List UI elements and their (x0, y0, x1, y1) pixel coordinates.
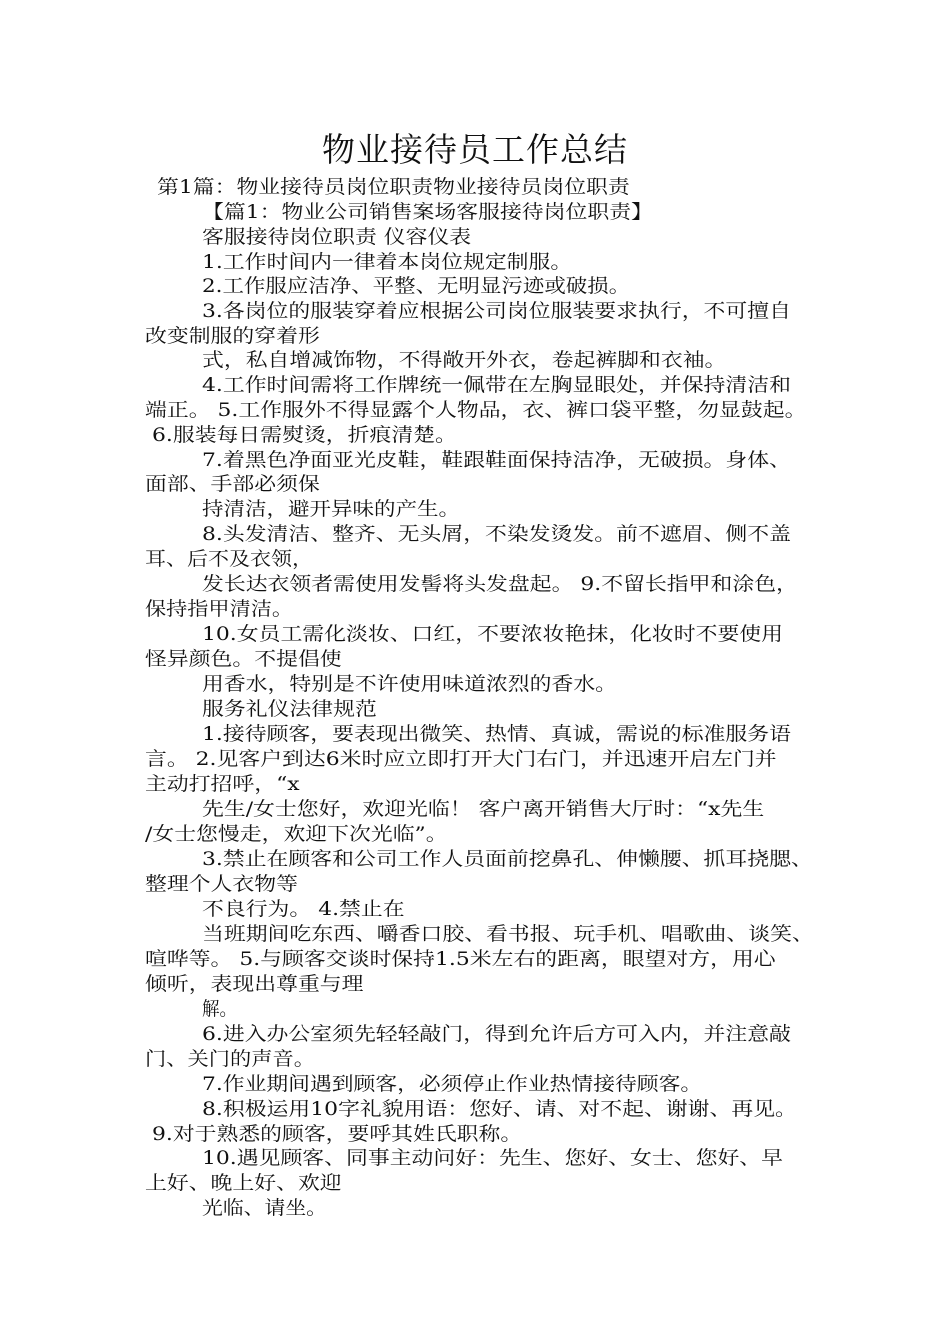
text-line: 【篇1：物业公司销售案场客服接待岗位职责】 (202, 201, 653, 223)
text-line: 主动打招呼，“x (145, 773, 300, 795)
text-line: 1.接待顾客，要表现出微笑、热情、真诚，需说的标准服务语 (202, 723, 791, 745)
text-line: 10.遇见顾客、同事主动问好：先生、您好、女士、您好、早 (202, 1147, 784, 1169)
text-line: 1.工作时间内一律着本岗位规定制服。 (202, 251, 573, 273)
text-line: 解。 (202, 998, 238, 1020)
text-line: 端正。 5.工作服外不得显露个人物品，衣、裤口袋平整，勿显鼓起。 (145, 399, 807, 421)
text-line: 式，私自增减饰物，不得敞开外衣，卷起裤脚和衣袖。 (202, 349, 727, 371)
text-line: 面部、手部必须保 (145, 473, 320, 495)
text-line: 6.进入办公室须先轻轻敲门，得到允许后方可入内，并注意敲 (202, 1023, 791, 1045)
text-line: 4.工作时间需将工作牌统一佩带在左胸显眼处，并保持清洁和 (202, 374, 791, 396)
text-line: 10.女员工需化淡妆、口红，不要浓妆艳抹，化妆时不要使用 (202, 623, 784, 645)
text-line: 3.禁止在顾客和公司工作人员面前挖鼻孔、伸懒腰、抓耳挠腮、 (202, 848, 813, 870)
text-line: 上好、晚上好、欢迎 (145, 1172, 342, 1194)
text-line: 先生/女士您好，欢迎光临！ 客户离开销售大厅时：“x先生 (202, 798, 765, 820)
text-line: 保持指甲清洁。 (145, 598, 294, 620)
text-line: 2.工作服应洁净、平整、无明显污迹或破损。 (202, 275, 631, 297)
text-line: 用香水，特别是不许使用味道浓烈的香水。 (202, 673, 618, 695)
text-line: 耳、后不及衣领， (145, 548, 314, 570)
text-line: 6.服装每日需熨烫，折痕清楚。 (152, 424, 457, 446)
text-line: 当班期间吃东西、嚼香口胶、看书报、玩手机、唱歌曲、谈笑、 (202, 923, 814, 945)
text-line: 服务礼仪法律规范 (202, 698, 377, 720)
text-line: 7.作业期间遇到顾客，必须停止作业热情接待顾客。 (202, 1073, 703, 1095)
text-line: 9.对于熟悉的顾客，要呼其姓氏职称。 (152, 1123, 523, 1145)
document-title: 物业接待员工作总结 (322, 130, 628, 169)
text-line: 持清洁，避开异味的产生。 (202, 498, 461, 520)
text-line: 怪异颜色。不提倡使 (145, 648, 342, 670)
text-line: 8.头发清洁、整齐、无头屑，不染发烫发。前不遮眉、侧不盖 (202, 523, 791, 545)
text-line: 第1篇：物业接待员岗位职责物业接待员岗位职责 (157, 176, 630, 198)
text-line: 7.着黑色净面亚光皮鞋，鞋跟鞋面保持洁净，无破损。身体、 (202, 449, 791, 471)
text-line: 8.积极运用10字礼貌用语：您好、请、对不起、谢谢、再见。 (202, 1098, 797, 1120)
text-line: 整理个人衣物等 (145, 873, 298, 895)
text-line: 发长达衣领者需使用发髻将头发盘起。 9.不留长指甲和涂色， (202, 573, 798, 595)
text-line: 倾听，表现出尊重与理 (145, 973, 364, 995)
text-line: 门、关门的声音。 (145, 1048, 316, 1070)
text-line: 改变制服的穿着形 (145, 325, 320, 347)
text-line: 不良行为。 4.禁止在 (202, 898, 405, 920)
text-line: 3.各岗位的服装穿着应根据公司岗位服装要求执行，不可擅自 (202, 300, 791, 322)
text-line: 客服接待岗位职责 仪容仪表 (202, 226, 472, 248)
text-line: 言。 2.见客户到达6米时应立即打开大门右门，并迅速开启左门并 (145, 748, 777, 770)
text-line: 喧哗等。 5.与顾客交谈时保持1.5米左右的距离，眼望对方，用心 (145, 948, 776, 970)
text-line: 光临、请坐。 (202, 1197, 328, 1219)
text-line: /女士您慢走，欢迎下次光临”。 (145, 823, 448, 845)
